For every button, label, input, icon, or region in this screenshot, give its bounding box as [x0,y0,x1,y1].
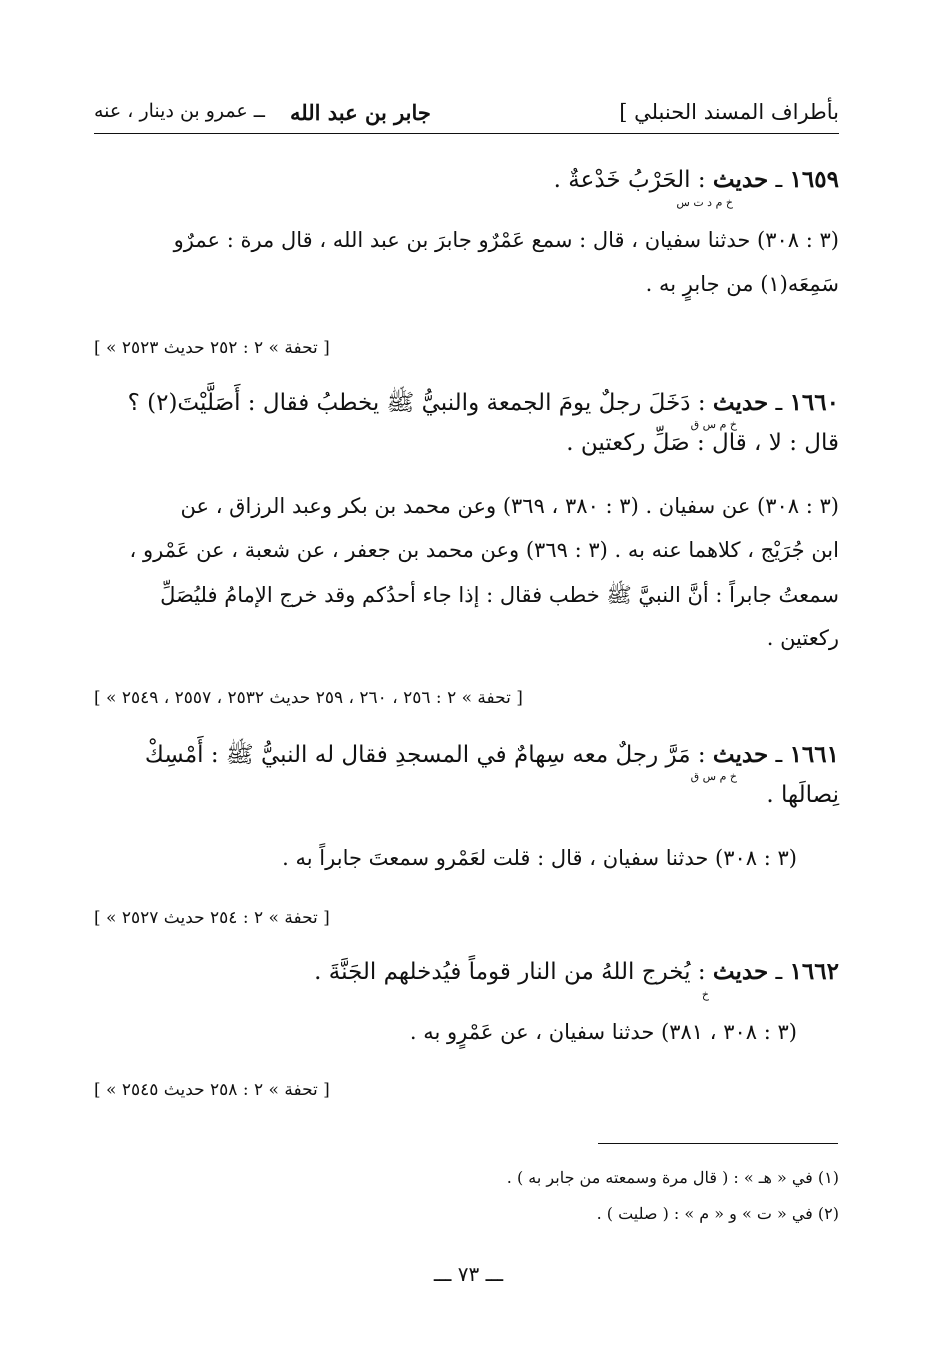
hadith-heading-1659: ١٦٥٩ ـ حديث : الحَرْبُ خَدْعةٌ . [553,166,839,193]
footnote-1: (١) في « هـ » : ( قال مرة وسمعته من جابر به ) . [506,1168,839,1187]
hadith-sigla: خ م د ت س [676,196,733,209]
running-header-chain: ــ عمرو بن دينار ، عنه [94,100,265,122]
hadith-number: ١٦٦٢ [789,958,839,985]
hadith-heading-1662: ١٦٦٢ ـ حديث : يُخرج اللهُ من النار قوماً فيُدخلهم الجَنَّةَ . [314,958,839,985]
isnad-line: ابن جُرَيْج ، كلاهما عنه به . (٣ : ٣٦٩) وعن محمد بن جعفر ، عن شعبة ، عن عَمْرو ، [129,538,839,562]
hadith-keyword: حديث [712,389,769,416]
hadith-keyword: حديث [712,741,769,768]
isnad-line: (٣ : ٣٠٨) عن سفيان . (٣ : ٣٨٠ ، ٣٦٩) وعن محمد بن بكر وعبد الرزاق ، عن [180,494,839,518]
header-divider [94,133,839,134]
hadith-sigla: خ [701,988,709,1001]
hadith-number: ١٦٥٩ [789,166,839,193]
footnote-divider [598,1143,838,1144]
hadith-number: ١٦٦١ [789,741,839,768]
hadith-text: : مَرَّ رجلٌ معه سِهامٌ في المسجدِ فقال له النبيُّ ﷺ : أَمْسِكْ [144,742,706,768]
isnad-line: (٣ : ٣٠٨) حدثنا سفيان ، قال : سمع عَمْرٌو جابرَ بن عبد الله ، قال مرة : عمرٌو [173,228,839,252]
tuhfa-reference: [ « تحفة » ٢ : ٢٥٨ حديث ٢٥٤٥ ] [94,1080,330,1100]
footnote-2: (٢) في « ت » و « م » : ( صليت ) . [596,1204,839,1223]
hadith-text: : الحَرْبُ خَدْعةٌ . [553,167,706,193]
isnad-line: سمعتُ جابراً : أنَّ النبيَّ ﷺ خطب فقال : إذا جاء أحدُكم وقد خرج الإمامُ فليُصَلِّ [160,583,839,607]
hadith-text: : دَخَلَ رجلٌ يومَ الجمعة والنبيُّ ﷺ يخطبُ فقال : أَصَلَّيْتَ(٢) ؟ [127,390,706,416]
hadith-sigla: خ م س ق [690,770,737,783]
hadith-sigla: خ م س ق [690,418,737,431]
isnad-line: (٣ : ٣٠٨ ، ٣٨١) حدثنا سفيان ، عن عَمْرٍو به . [409,1020,797,1044]
hadith-text: : يُخرج اللهُ من النار قوماً فيُدخلهم الجَنَّةَ . [314,959,706,985]
running-header-book-title: بأطراف المسند الحنبلي ] [619,100,839,124]
hadith-number: ١٦٦٠ [789,389,839,416]
page-number: ـــ ٧٣ ـــ [433,1262,504,1286]
hadith-heading-1660: ١٦٦٠ ـ حديث : دَخَلَ رجلٌ يومَ الجمعة والنبيُّ ﷺ يخطبُ فقال : أَصَلَّيْتَ(٢) ؟ [127,389,839,416]
hadith-keyword: حديث [712,166,769,193]
hadith-keyword: حديث [712,958,769,985]
isnad-line: سَمِعَه(١) من جابرٍ به . [645,272,839,296]
hadith-text-continued: نِصالَها . [766,782,839,808]
tuhfa-reference: [ « تحفة » ٢ : ٢٥٢ حديث ٢٥٢٣ ] [94,338,330,358]
isnad-line: (٣ : ٣٠٨) حدثنا سفيان ، قال : قلت لعَمْرو سمعتَ جابراً به . [282,846,797,870]
running-header-narrator: جابر بن عبد الله [290,100,431,125]
hadith-heading-1661: ١٦٦١ ـ حديث : مَرَّ رجلٌ معه سِهامٌ في المسجدِ فقال له النبيُّ ﷺ : أَمْسِكْ [144,741,839,768]
isnad-line: ركعتين . [766,626,839,650]
hadith-text-continued: قال : لا ، قال : صَلِّ ركعتين . [566,430,839,456]
tuhfa-reference: [ « تحفة » ٢ : ٢٥٤ حديث ٢٥٢٧ ] [94,908,330,928]
tuhfa-reference: [ « تحفة » ٢ : ٢٥٦ ، ٢٦٠ ، ٢٥٩ حديث ٢٥٣٢ ، ٢٥٥٧ ، ٢٥٤٩ ] [94,688,523,708]
